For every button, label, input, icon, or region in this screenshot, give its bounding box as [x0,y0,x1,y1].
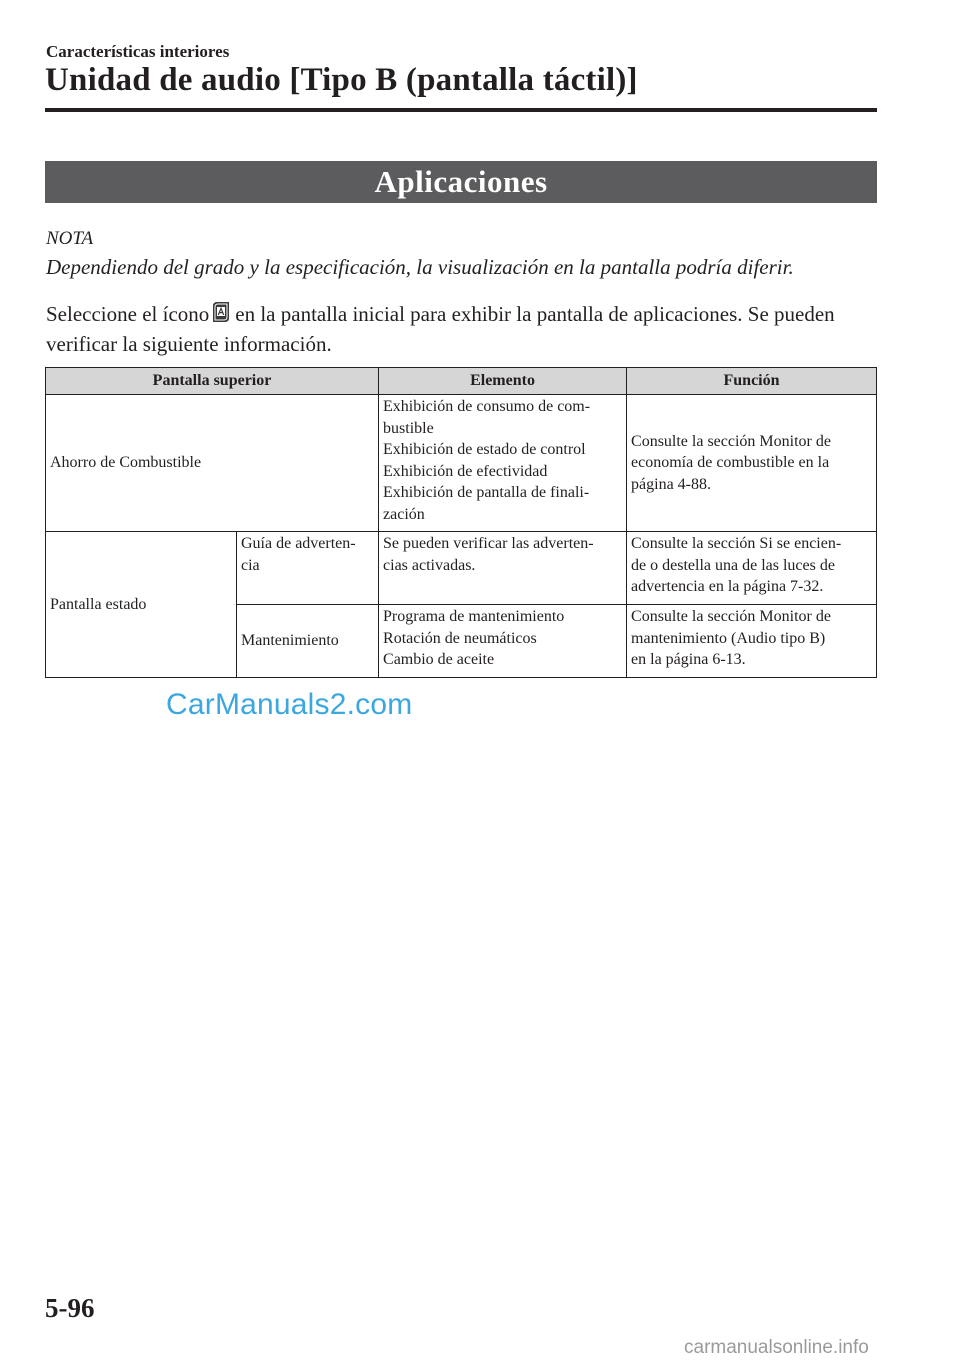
cell-funcion-ahorro [627,395,877,532]
applications-table [45,367,877,678]
cell-line: mantenimiento (Audio tipo B) [631,629,826,647]
note-label: NOTA [46,228,94,249]
cell-line: de o destella una de las luces de [631,556,835,574]
cell-pantalla-ahorro: Ahorro de Combustible [46,395,379,532]
cell-line: zación [383,505,425,523]
cell-item-guia [237,532,379,605]
cell-line: Exhibición de consumo de com- [383,398,591,415]
cell-elemento-guia [379,532,627,605]
cell-elemento-ahorro [379,395,627,532]
cell-line: Guía de adverten- [241,535,356,552]
cell-item-mantenimiento: Mantenimiento [237,605,379,678]
table-row [46,532,877,605]
cell-line: economía de combustible en la [631,454,830,472]
cell-funcion-mantenimiento [627,605,877,678]
note-text: Dependiendo del grado y la especificación, la visualización en la pantalla podría diferir. [46,255,794,279]
cell-line: advertencia en la página 7-32. [631,578,824,595]
cell-line: Exhibición de pantalla de finali- [383,484,590,501]
section-banner: Aplicaciones [45,161,877,203]
cell-line: cias activadas. [383,556,476,574]
cell-funcion-guia [627,532,877,605]
intro-paragraph [46,299,878,359]
cell-line: Consulte la sección Si se encien- [631,535,842,552]
footer-site-link: carmanualsonline.info [684,1337,869,1358]
cell-elemento-mantenimiento [379,605,627,678]
cell-line: Cambio de aceite [383,651,495,668]
applications-icon [210,300,232,324]
cell-line: Exhibición de estado de control [383,441,586,458]
watermark-logo: CarManuals2.com [166,688,413,721]
cell-line: página 4-88. [631,475,711,493]
section-title: Unidad de audio [Tipo B (pantalla táctil)] [45,62,638,98]
header-pantalla-superior: Pantalla superior [46,368,379,395]
cell-line: Exhibición de efectividad [383,462,548,480]
intro-text-after: en la pantalla inicial para exhibir la pantalla de aplicaciones. Se pueden verificar la siguiente información. [46,302,835,356]
cell-line: cia [241,556,260,574]
cell-line: Se pueden verificar las adverten- [383,535,594,552]
table-row [46,395,877,532]
chapter-label: Características interiores [46,42,230,61]
header-funcion: Función [627,368,877,395]
cell-line: Rotación de neumáticos [383,629,537,647]
cell-line: Programa de mantenimiento [383,608,565,625]
title-rule [45,108,877,112]
intro-text-before: Seleccione el ícono [46,302,210,326]
cell-line: Consulte la sección Monitor de [631,608,831,625]
page-number: 5-96 [45,1293,95,1323]
cell-pantalla-estado: Pantalla estado [46,532,237,678]
cell-line: Consulte la sección Monitor de [631,432,831,450]
table-header-row [46,368,877,395]
cell-line: bustible [383,419,434,437]
cell-line: en la página 6-13. [631,651,746,668]
header-elemento: Elemento [379,368,627,395]
